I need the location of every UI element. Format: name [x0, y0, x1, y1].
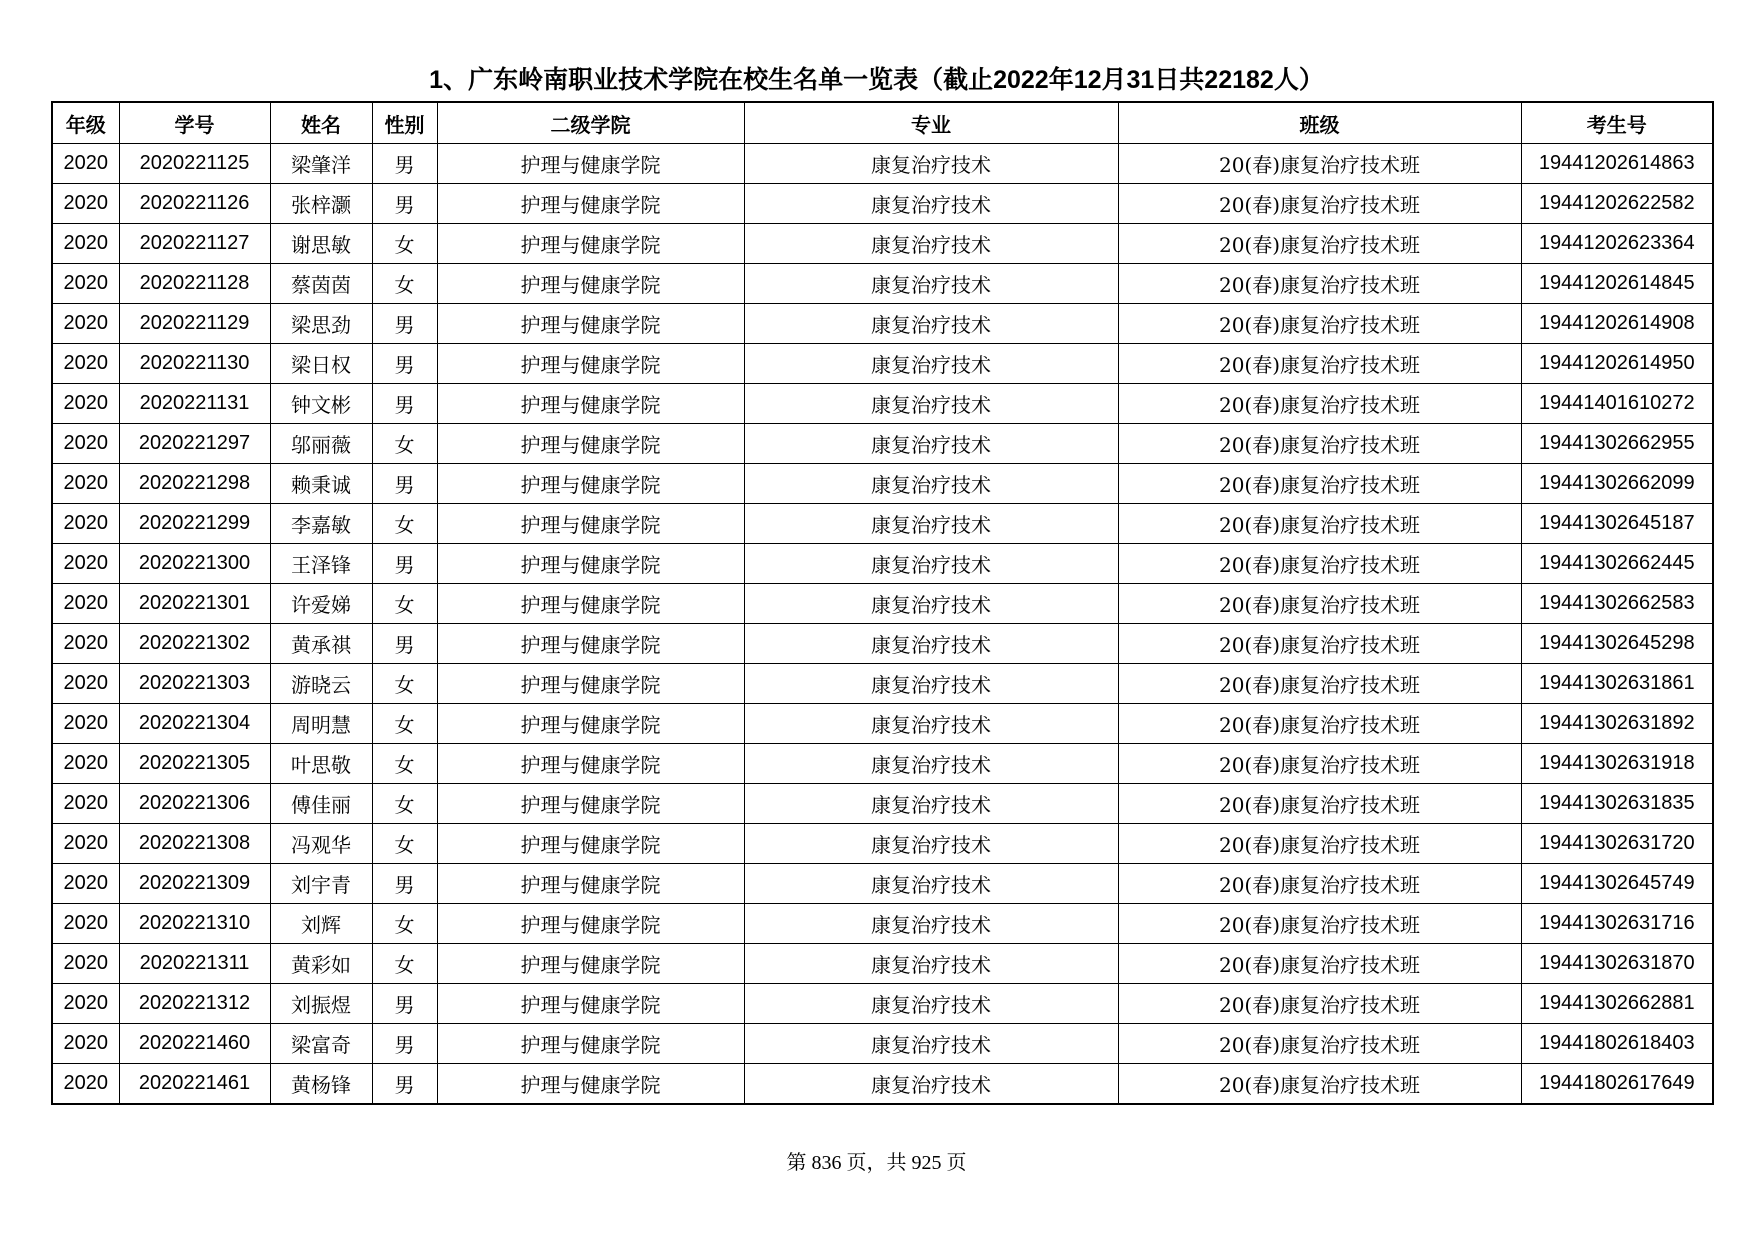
class-cell: 20(春)康复治疗技术班 — [1118, 624, 1521, 664]
grade-cell: 2020 — [52, 304, 119, 344]
class-cell: 20(春)康复治疗技术班 — [1118, 184, 1521, 224]
college-cell: 护理与健康学院 — [437, 824, 744, 864]
student-roster-table — [51, 101, 1714, 1105]
exam-number-cell: 19441302645187 — [1521, 504, 1713, 544]
grade-cell: 2020 — [52, 464, 119, 504]
table-row — [52, 864, 1713, 904]
exam-number-cell: 19441802617649 — [1521, 1064, 1713, 1105]
college-cell: 护理与健康学院 — [437, 664, 744, 704]
exam-number-cell: 19441302645749 — [1521, 864, 1713, 904]
name-cell: 李嘉敏 — [270, 504, 372, 544]
college-cell: 护理与健康学院 — [437, 864, 744, 904]
student-id-cell: 2020221298 — [119, 464, 270, 504]
grade-cell: 2020 — [52, 624, 119, 664]
major-cell: 康复治疗技术 — [744, 664, 1118, 704]
exam-number-cell: 19441302645298 — [1521, 624, 1713, 664]
college-cell: 护理与健康学院 — [437, 584, 744, 624]
exam-number-cell: 19441302662583 — [1521, 584, 1713, 624]
header-major: 专业 — [744, 102, 1118, 144]
major-cell: 康复治疗技术 — [744, 744, 1118, 784]
class-cell: 20(春)康复治疗技术班 — [1118, 144, 1521, 184]
table-row — [52, 144, 1713, 184]
name-cell: 梁思劲 — [270, 304, 372, 344]
name-cell: 黄承祺 — [270, 624, 372, 664]
college-cell: 护理与健康学院 — [437, 304, 744, 344]
class-cell: 20(春)康复治疗技术班 — [1118, 384, 1521, 424]
major-cell: 康复治疗技术 — [744, 784, 1118, 824]
grade-cell: 2020 — [52, 544, 119, 584]
table-row — [52, 304, 1713, 344]
college-cell: 护理与健康学院 — [437, 464, 744, 504]
gender-cell: 男 — [372, 544, 437, 584]
name-cell: 蔡茵茵 — [270, 264, 372, 304]
name-cell: 刘辉 — [270, 904, 372, 944]
name-cell: 叶思敬 — [270, 744, 372, 784]
header-college: 二级学院 — [437, 102, 744, 144]
name-cell: 赖秉诚 — [270, 464, 372, 504]
major-cell: 康复治疗技术 — [744, 344, 1118, 384]
exam-number-cell: 19441802618403 — [1521, 1024, 1713, 1064]
name-cell: 谢思敏 — [270, 224, 372, 264]
exam-number-cell: 19441302662955 — [1521, 424, 1713, 464]
class-cell: 20(春)康复治疗技术班 — [1118, 784, 1521, 824]
class-cell: 20(春)康复治疗技术班 — [1118, 544, 1521, 584]
class-cell: 20(春)康复治疗技术班 — [1118, 864, 1521, 904]
exam-number-cell: 19441202614908 — [1521, 304, 1713, 344]
table-row — [52, 464, 1713, 504]
class-cell: 20(春)康复治疗技术班 — [1118, 944, 1521, 984]
college-cell: 护理与健康学院 — [437, 1024, 744, 1064]
header-student-id: 学号 — [119, 102, 270, 144]
page-title: 1、广东岭南职业技术学院在校生名单一览表（截止2022年12月31日共22182人） — [429, 66, 1324, 94]
name-cell: 刘振煜 — [270, 984, 372, 1024]
college-cell: 护理与健康学院 — [437, 904, 744, 944]
student-id-cell: 2020221460 — [119, 1024, 270, 1064]
student-id-cell: 2020221299 — [119, 504, 270, 544]
student-id-cell: 2020221131 — [119, 384, 270, 424]
table-row — [52, 1024, 1713, 1064]
major-cell: 康复治疗技术 — [744, 504, 1118, 544]
class-cell: 20(春)康复治疗技术班 — [1118, 584, 1521, 624]
exam-number-cell: 19441202622582 — [1521, 184, 1713, 224]
page-footer: 第 836 页，共 925 页 — [786, 1152, 967, 1174]
table-row — [52, 344, 1713, 384]
name-cell: 黄彩如 — [270, 944, 372, 984]
college-cell: 护理与健康学院 — [437, 344, 744, 384]
major-cell: 康复治疗技术 — [744, 1024, 1118, 1064]
grade-cell: 2020 — [52, 384, 119, 424]
exam-number-cell: 19441302662099 — [1521, 464, 1713, 504]
exam-number-cell: 19441401610272 — [1521, 384, 1713, 424]
major-cell: 康复治疗技术 — [744, 304, 1118, 344]
major-cell: 康复治疗技术 — [744, 464, 1118, 504]
grade-cell: 2020 — [52, 1064, 119, 1105]
class-cell: 20(春)康复治疗技术班 — [1118, 1024, 1521, 1064]
exam-number-cell: 19441302662445 — [1521, 544, 1713, 584]
table-row — [52, 704, 1713, 744]
table-row — [52, 664, 1713, 704]
major-cell: 康复治疗技术 — [744, 224, 1118, 264]
name-cell: 邬丽薇 — [270, 424, 372, 464]
class-cell: 20(春)康复治疗技术班 — [1118, 424, 1521, 464]
class-cell: 20(春)康复治疗技术班 — [1118, 704, 1521, 744]
major-cell: 康复治疗技术 — [744, 944, 1118, 984]
table-row — [52, 944, 1713, 984]
college-cell: 护理与健康学院 — [437, 624, 744, 664]
gender-cell: 男 — [372, 864, 437, 904]
student-id-cell: 2020221308 — [119, 824, 270, 864]
gender-cell: 男 — [372, 464, 437, 504]
gender-cell: 女 — [372, 664, 437, 704]
name-cell: 梁富奇 — [270, 1024, 372, 1064]
student-id-cell: 2020221310 — [119, 904, 270, 944]
major-cell: 康复治疗技术 — [744, 1064, 1118, 1105]
header-class: 班级 — [1118, 102, 1521, 144]
student-id-cell: 2020221128 — [119, 264, 270, 304]
college-cell: 护理与健康学院 — [437, 184, 744, 224]
class-cell: 20(春)康复治疗技术班 — [1118, 504, 1521, 544]
student-id-cell: 2020221303 — [119, 664, 270, 704]
name-cell: 王泽锋 — [270, 544, 372, 584]
gender-cell: 女 — [372, 584, 437, 624]
college-cell: 护理与健康学院 — [437, 504, 744, 544]
gender-cell: 男 — [372, 184, 437, 224]
student-id-cell: 2020221312 — [119, 984, 270, 1024]
class-cell: 20(春)康复治疗技术班 — [1118, 904, 1521, 944]
header-name: 姓名 — [270, 102, 372, 144]
class-cell: 20(春)康复治疗技术班 — [1118, 1064, 1521, 1105]
grade-cell: 2020 — [52, 944, 119, 984]
class-cell: 20(春)康复治疗技术班 — [1118, 744, 1521, 784]
grade-cell: 2020 — [52, 1024, 119, 1064]
table-row — [52, 784, 1713, 824]
student-id-cell: 2020221461 — [119, 1064, 270, 1105]
table-row — [52, 264, 1713, 304]
gender-cell: 女 — [372, 744, 437, 784]
gender-cell: 女 — [372, 784, 437, 824]
class-cell: 20(春)康复治疗技术班 — [1118, 824, 1521, 864]
name-cell: 梁肇洋 — [270, 144, 372, 184]
major-cell: 康复治疗技术 — [744, 184, 1118, 224]
college-cell: 护理与健康学院 — [437, 544, 744, 584]
gender-cell: 女 — [372, 704, 437, 744]
table-header-row — [52, 102, 1713, 144]
college-cell: 护理与健康学院 — [437, 144, 744, 184]
gender-cell: 男 — [372, 384, 437, 424]
grade-cell: 2020 — [52, 224, 119, 264]
grade-cell: 2020 — [52, 424, 119, 464]
table-row — [52, 1064, 1713, 1105]
college-cell: 护理与健康学院 — [437, 424, 744, 464]
table-row — [52, 544, 1713, 584]
major-cell: 康复治疗技术 — [744, 584, 1118, 624]
college-cell: 护理与健康学院 — [437, 744, 744, 784]
class-cell: 20(春)康复治疗技术班 — [1118, 464, 1521, 504]
table-row — [52, 384, 1713, 424]
grade-cell: 2020 — [52, 984, 119, 1024]
gender-cell: 女 — [372, 504, 437, 544]
student-id-cell: 2020221300 — [119, 544, 270, 584]
exam-number-cell: 19441302631861 — [1521, 664, 1713, 704]
grade-cell: 2020 — [52, 264, 119, 304]
exam-number-cell: 19441302631870 — [1521, 944, 1713, 984]
college-cell: 护理与健康学院 — [437, 384, 744, 424]
exam-number-cell: 19441302631892 — [1521, 704, 1713, 744]
table-row — [52, 624, 1713, 664]
major-cell: 康复治疗技术 — [744, 384, 1118, 424]
student-id-cell: 2020221129 — [119, 304, 270, 344]
major-cell: 康复治疗技术 — [744, 544, 1118, 584]
gender-cell: 女 — [372, 424, 437, 464]
student-id-cell: 2020221304 — [119, 704, 270, 744]
table-row — [52, 824, 1713, 864]
header-exam-number: 考生号 — [1521, 102, 1713, 144]
college-cell: 护理与健康学院 — [437, 784, 744, 824]
major-cell: 康复治疗技术 — [744, 704, 1118, 744]
gender-cell: 男 — [372, 304, 437, 344]
exam-number-cell: 19441202614845 — [1521, 264, 1713, 304]
gender-cell: 女 — [372, 824, 437, 864]
class-cell: 20(春)康复治疗技术班 — [1118, 984, 1521, 1024]
grade-cell: 2020 — [52, 864, 119, 904]
header-grade: 年级 — [52, 102, 119, 144]
exam-number-cell: 19441202623364 — [1521, 224, 1713, 264]
student-id-cell: 2020221297 — [119, 424, 270, 464]
name-cell: 周明慧 — [270, 704, 372, 744]
table-row — [52, 744, 1713, 784]
class-cell: 20(春)康复治疗技术班 — [1118, 264, 1521, 304]
grade-cell: 2020 — [52, 744, 119, 784]
table-row — [52, 504, 1713, 544]
grade-cell: 2020 — [52, 584, 119, 624]
class-cell: 20(春)康复治疗技术班 — [1118, 304, 1521, 344]
exam-number-cell: 19441202614863 — [1521, 144, 1713, 184]
major-cell: 康复治疗技术 — [744, 624, 1118, 664]
class-cell: 20(春)康复治疗技术班 — [1118, 664, 1521, 704]
student-id-cell: 2020221125 — [119, 144, 270, 184]
name-cell: 傅佳丽 — [270, 784, 372, 824]
class-cell: 20(春)康复治疗技术班 — [1118, 224, 1521, 264]
name-cell: 梁日权 — [270, 344, 372, 384]
student-id-cell: 2020221311 — [119, 944, 270, 984]
student-id-cell: 2020221306 — [119, 784, 270, 824]
name-cell: 刘宇青 — [270, 864, 372, 904]
grade-cell: 2020 — [52, 824, 119, 864]
exam-number-cell: 19441302631720 — [1521, 824, 1713, 864]
exam-number-cell: 19441202614950 — [1521, 344, 1713, 384]
class-cell: 20(春)康复治疗技术班 — [1118, 344, 1521, 384]
student-id-cell: 2020221127 — [119, 224, 270, 264]
name-cell: 冯观华 — [270, 824, 372, 864]
student-id-cell: 2020221302 — [119, 624, 270, 664]
gender-cell: 男 — [372, 1064, 437, 1105]
major-cell: 康复治疗技术 — [744, 424, 1118, 464]
name-cell: 许爱娣 — [270, 584, 372, 624]
gender-cell: 男 — [372, 624, 437, 664]
grade-cell: 2020 — [52, 664, 119, 704]
table-row — [52, 424, 1713, 464]
college-cell: 护理与健康学院 — [437, 944, 744, 984]
grade-cell: 2020 — [52, 904, 119, 944]
table-row — [52, 224, 1713, 264]
gender-cell: 女 — [372, 264, 437, 304]
table-row — [52, 984, 1713, 1024]
major-cell: 康复治疗技术 — [744, 264, 1118, 304]
student-id-cell: 2020221301 — [119, 584, 270, 624]
name-cell: 张梓灏 — [270, 184, 372, 224]
grade-cell: 2020 — [52, 704, 119, 744]
college-cell: 护理与健康学院 — [437, 264, 744, 304]
major-cell: 康复治疗技术 — [744, 904, 1118, 944]
college-cell: 护理与健康学院 — [437, 704, 744, 744]
gender-cell: 女 — [372, 224, 437, 264]
student-id-cell: 2020221309 — [119, 864, 270, 904]
college-cell: 护理与健康学院 — [437, 224, 744, 264]
gender-cell: 男 — [372, 1024, 437, 1064]
grade-cell: 2020 — [52, 344, 119, 384]
gender-cell: 男 — [372, 144, 437, 184]
table-body — [52, 144, 1713, 1105]
grade-cell: 2020 — [52, 504, 119, 544]
name-cell: 钟文彬 — [270, 384, 372, 424]
major-cell: 康复治疗技术 — [744, 144, 1118, 184]
table-row — [52, 184, 1713, 224]
gender-cell: 女 — [372, 904, 437, 944]
grade-cell: 2020 — [52, 184, 119, 224]
exam-number-cell: 19441302631716 — [1521, 904, 1713, 944]
exam-number-cell: 19441302631835 — [1521, 784, 1713, 824]
exam-number-cell: 19441302662881 — [1521, 984, 1713, 1024]
gender-cell: 男 — [372, 984, 437, 1024]
header-gender: 性别 — [372, 102, 437, 144]
student-id-cell: 2020221130 — [119, 344, 270, 384]
table-row — [52, 904, 1713, 944]
college-cell: 护理与健康学院 — [437, 984, 744, 1024]
major-cell: 康复治疗技术 — [744, 984, 1118, 1024]
major-cell: 康复治疗技术 — [744, 824, 1118, 864]
grade-cell: 2020 — [52, 784, 119, 824]
table-row — [52, 584, 1713, 624]
grade-cell: 2020 — [52, 144, 119, 184]
exam-number-cell: 19441302631918 — [1521, 744, 1713, 784]
student-id-cell: 2020221126 — [119, 184, 270, 224]
gender-cell: 男 — [372, 344, 437, 384]
gender-cell: 女 — [372, 944, 437, 984]
name-cell: 黄杨锋 — [270, 1064, 372, 1105]
major-cell: 康复治疗技术 — [744, 864, 1118, 904]
name-cell: 游晓云 — [270, 664, 372, 704]
student-id-cell: 2020221305 — [119, 744, 270, 784]
college-cell: 护理与健康学院 — [437, 1064, 744, 1105]
